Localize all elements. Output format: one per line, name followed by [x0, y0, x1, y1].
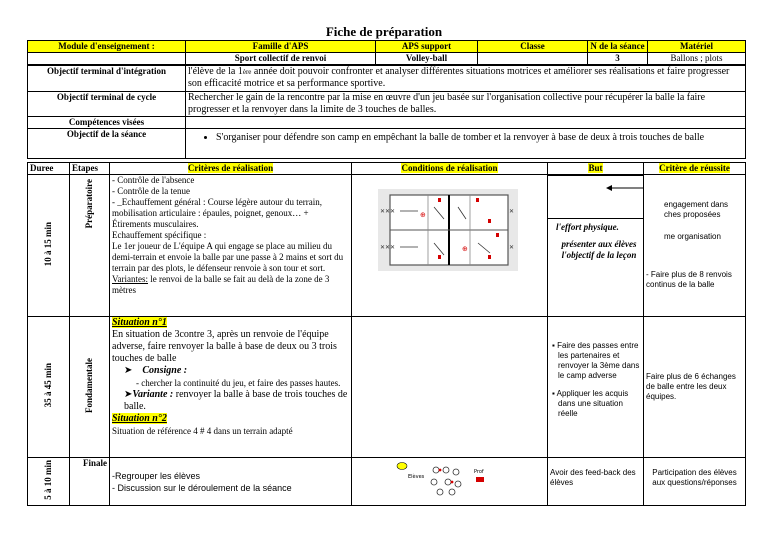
col-conditions: Conditions de réalisation [352, 163, 548, 175]
svg-text:⊕: ⊕ [420, 211, 426, 219]
module-label: Module d'enseignement : [28, 41, 186, 53]
objectif-cycle-label: Objectif terminal de cycle [28, 92, 186, 117]
objectif-seance-label: Objectif de la séance [28, 129, 186, 159]
overlay-box [548, 175, 644, 219]
conditions-cell [352, 175, 548, 317]
classe-value [478, 53, 588, 65]
objectif-integration-text: l'élève de la 1ère année doit pouvoir confronter et analyser différentes situations motrices et améliorer ses réalisations et faire progresser son efficacité motrice et sa performance sportive. [186, 66, 746, 92]
legend-prof: Prof [474, 469, 484, 475]
objectif-seance-text: • S'organiser pour défendre son camp en empêchant la balle de tomber et la renvoyer à base de deux à trois touches de balle [216, 131, 743, 144]
col-criteres: Critères de réalisation [110, 163, 352, 175]
aps-label: APS support [376, 41, 478, 53]
page-title: Fiche de préparation [325, 24, 443, 39]
but-cell: Avoir des feed-back des élèves [548, 458, 644, 506]
duree-cell: 5 à 10 min [28, 458, 70, 506]
grouping-diagram [394, 460, 494, 500]
col-etapes: Etapes [70, 163, 110, 175]
competences-text [186, 117, 746, 129]
but-text-1: l'effort physique. [556, 222, 619, 232]
criteres-cell: Situation n°1 En situation de 3contre 3, après un renvoie de l'équipe adverse, faire renvoyer la balle à base de deux ou 3 trois touches de balle ➤ Consigne : - chercher la continuité du jeu, et faire des passes hautes. ➤Variante : renvoyer la balle à base de trois touches de balle. Situation n°2 Situation de référence 4 # 4 dans un terrain adapté [110, 317, 352, 458]
competences-label: Compétences visées [28, 117, 186, 129]
famille-label: Famille d'APS [186, 41, 376, 53]
but-cell: ▪ Faire des passes entre les partenaires et renvoyer la 3ème dans le camp adverse ▪ Appliquer les acquis dans une situation réelle [548, 317, 644, 458]
svg-text:✕✕✕: ✕✕✕ [380, 208, 396, 215]
situation-2-label: Situation n°2 [112, 413, 167, 424]
classe-label: Classe [478, 41, 588, 53]
arrow-left-icon [606, 184, 644, 192]
svg-text:✕: ✕ [509, 244, 515, 251]
col-but: But [548, 163, 644, 175]
legend-eleves: Elèves [408, 474, 425, 480]
aps-value: Volley-ball [376, 53, 478, 65]
volleyball-court-diagram [378, 189, 518, 271]
etape-cell: Finale [70, 458, 110, 506]
but-text-2: présenter aux élèves l'objectif de la leçon [561, 239, 637, 260]
svg-text:✕✕✕: ✕✕✕ [380, 244, 396, 251]
materiel-value: Ballons ; plots [648, 53, 746, 65]
seance-label: N de la séance [588, 41, 648, 53]
objectif-seance-cell [186, 129, 746, 159]
reussite-cell: Faire plus de 6 échanges de balle entre les deux équipes. [644, 317, 746, 458]
svg-text:⊕: ⊕ [462, 245, 468, 253]
criteres-cell: -Regrouper les élèves - Discussion sur le déroulement de la séance [110, 458, 352, 506]
table-row [28, 317, 746, 458]
famille-value: Sport collectif de renvoi [186, 53, 376, 65]
reussite-cell: engagement dans ches proposées me organisation - Faire plus de 8 renvois continus de la balle [644, 175, 746, 317]
but-cell [548, 175, 644, 317]
etape-cell: Préparatoire [70, 175, 110, 317]
duree-cell: 10 à 15 min [28, 175, 70, 317]
etape-cell: Fondamentale [70, 317, 110, 458]
objectif-cycle-text: Rechercher le gain de la rencontre par la mise en œuvre d'un jeu basée sur l'organisation collective pour récupérer la balle la faire progresser et la renvoyer dans la limite de 3 touches de balles. [186, 92, 746, 117]
module-value [28, 53, 186, 65]
criteres-cell: - Contrôle de l'absence - Contrôle de la tenue - _Echauffement général : Course légère autour du terrain, mobilisation articulaire : épaules, poignet, genoux… + Étirements musculaires. Echauffement spécifique : Le 1er joueur de L'équipe A qui engage se place au milieu du demi-terrain et envoie la balle par une passe à 2 mains et sort du terrain par des plots, le défenseur renvoie à son tour et sort. Variantes: le renvoi de la balle se fait au delà de la zone de 3 mètres [110, 175, 352, 317]
objectives-table [27, 65, 746, 159]
svg-text:✕: ✕ [509, 208, 515, 215]
reussite-cell: Participation des élèves aux questions/réponses [644, 458, 746, 506]
conditions-cell [352, 317, 548, 458]
seance-value: 3 [588, 53, 648, 65]
objectif-integration-label: Objectif terminal d'intégration [28, 66, 186, 92]
table-row [28, 458, 746, 506]
header-table [27, 40, 746, 65]
conditions-cell [352, 458, 548, 506]
duree-cell: 35 à 45 min [28, 317, 70, 458]
materiel-label: Matériel [648, 41, 746, 53]
table-row [28, 175, 746, 317]
col-reussite: Critère de réussite [644, 163, 746, 175]
main-table [27, 162, 746, 506]
col-duree: Duree [28, 163, 70, 175]
situation-1-label: Situation n°1 [112, 317, 167, 328]
